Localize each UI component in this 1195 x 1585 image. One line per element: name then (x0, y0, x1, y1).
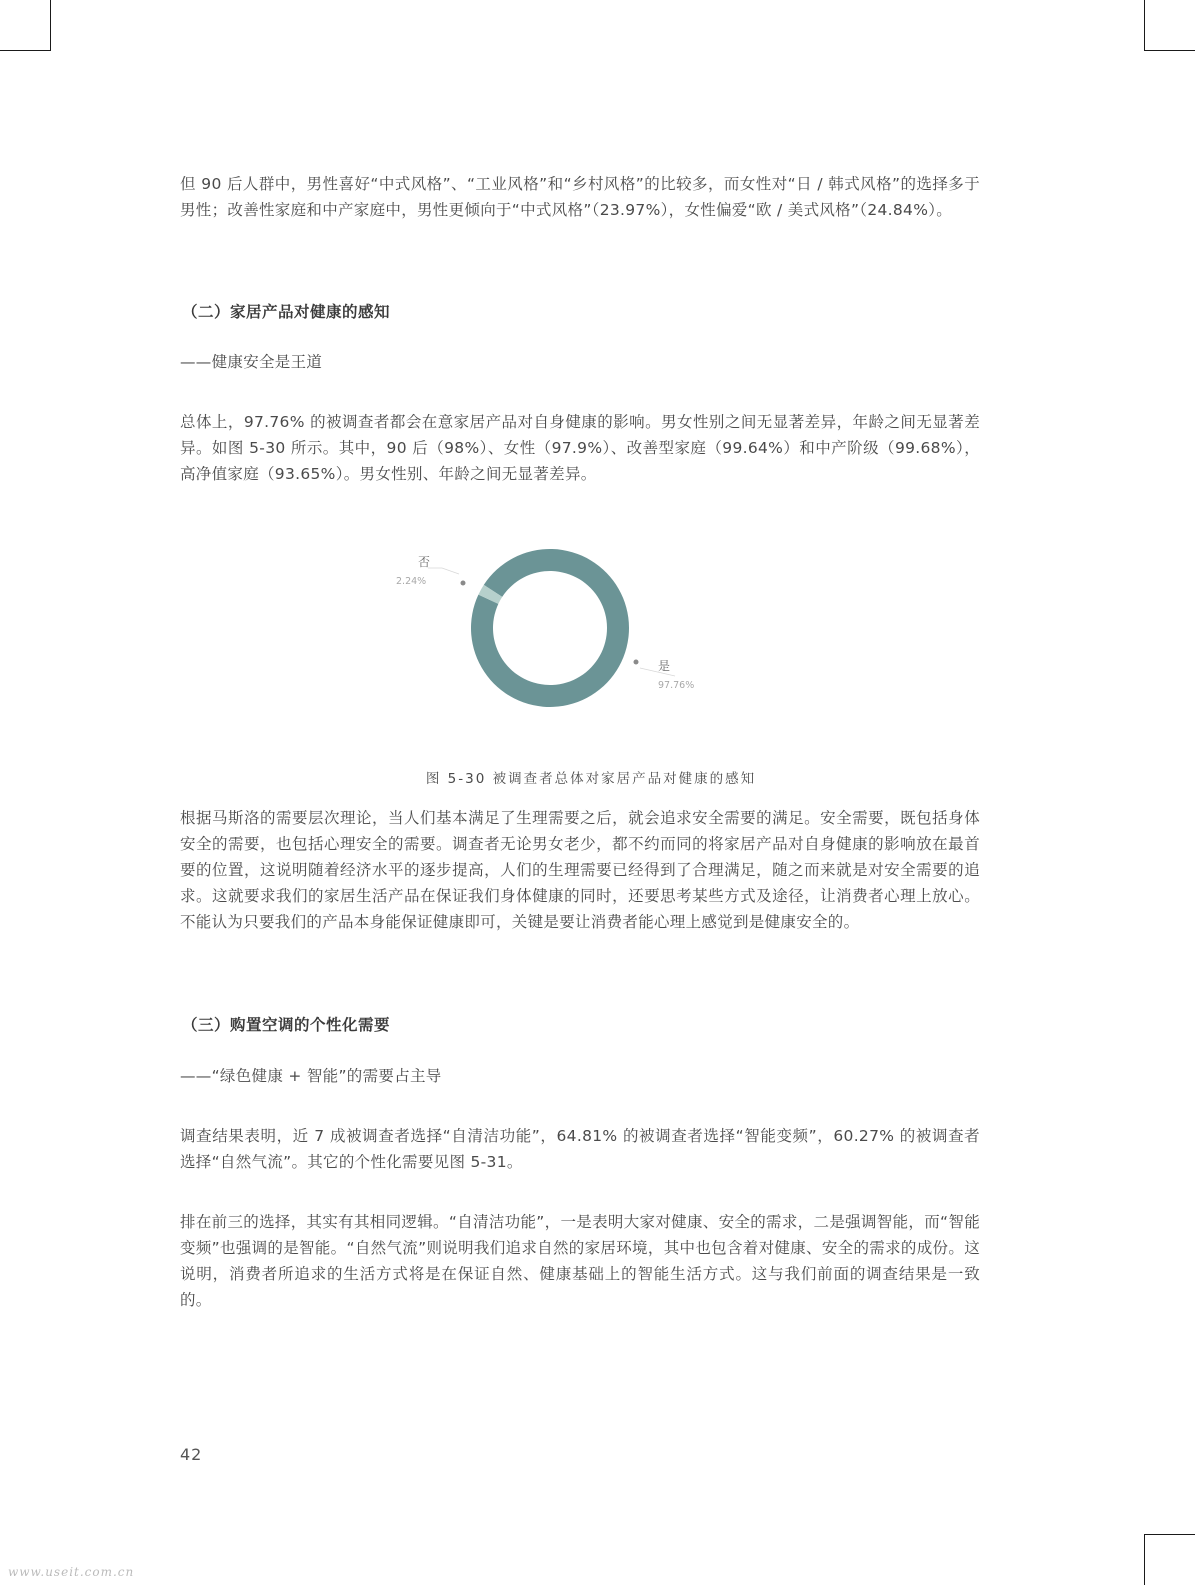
paragraph-maslow-theory: 根据马斯洛的需要层次理论，当人们基本满足了生理需要之后，就会追求安全需要的满足。安全需要，既包括身体安全的需要，也包括心理安全的需要。调查者无论男女老少，都不约而同的将家居产品对自身健康的影响放在最首要的位置，这说明随着经济水平的逐步提高，人们的生理需要已经得到了合理满足，随之而来就是对安全需要的追求。这就要求我们的家居生活产品在保证我们身体健康的同时，还要思考某些方式及途径，让消费者心理上放心。不能认为只要我们的产品本身能保证健康即可，关键是要让消费者能心理上感觉到是健康安全的。 (180, 809, 980, 931)
crop-mark-top-left (0, 0, 51, 51)
watermark: www.useit.com.cn (8, 1565, 135, 1579)
section-heading-health: （二）家居产品对健康的感知 (182, 303, 391, 321)
figure-caption: 图 5-30 被调查者总体对家居产品对健康的感知 (425, 771, 757, 787)
category-label-0: 是 (658, 659, 671, 673)
donut-slice-yes (471, 549, 629, 707)
section-heading-air-conditioner: （三）购置空调的个性化需要 (182, 1016, 391, 1034)
value-label-1: 2.24% (396, 576, 427, 587)
crop-mark-top-right (1144, 0, 1195, 51)
leader-line-1 (428, 568, 459, 574)
paragraph-health-overview: 总体上，97.76% 的被调查者都会在意家居产品对自身健康的影响。男女性别之间无显著差异，年龄之间无显著差异。如图 5-30 所示。其中，90 后（98%）、女性（97.9%）、改善型家庭（99.64%）和中产阶级（99.68%），高净值家庭（93.65%）。男女性别、年龄之间无显著差异。 (180, 413, 980, 483)
section-subtitle-air-conditioner: ——“绿色健康 + 智能”的需要占主导 (180, 1067, 442, 1085)
paragraph-logic-analysis: 排在前三的选择，其实有其相同逻辑。“自清洁功能”，一是表明大家对健康、安全的需求，二是强调智能，而“智能变频”也强调的是智能。“自然气流”则说明我们追求自然的家居环境，其中也包含着对健康、安全的需求的成份。这说明，消费者所追求的生活方式将是在保证自然、健康基础上的智能生活方式。这与我们前面的调查结果是一致的。 (180, 1213, 980, 1309)
crop-mark-bottom-right (1144, 1534, 1195, 1585)
page-number: 42 (180, 1445, 203, 1464)
category-label-1: 否 (418, 555, 431, 569)
label-dot-0 (634, 660, 639, 665)
section-subtitle-health: ——健康安全是王道 (180, 353, 323, 371)
paragraph-survey-results: 调查结果表明，近 7 成被调查者选择“自清洁功能”，64.81% 的被调查者选择“智能变频”，60.27% 的被调查者选择“自然气流”。其它的个性化需要见图 5-31。 (180, 1127, 980, 1171)
value-label-0: 97.76% (658, 680, 695, 691)
paragraph-style-preference: 但 90 后人群中，男性喜好“中式风格”、“工业风格”和“乡村风格”的比较多，而女性对“日 / 韩式风格”的选择多于男性；改善性家庭和中产家庭中，男性更倾向于“中式风格”（23.97%），女性偏爱“欧 / 美式风格”（24.84%）。 (180, 175, 980, 219)
label-dot-1 (461, 581, 466, 586)
donut-chart (390, 540, 750, 720)
